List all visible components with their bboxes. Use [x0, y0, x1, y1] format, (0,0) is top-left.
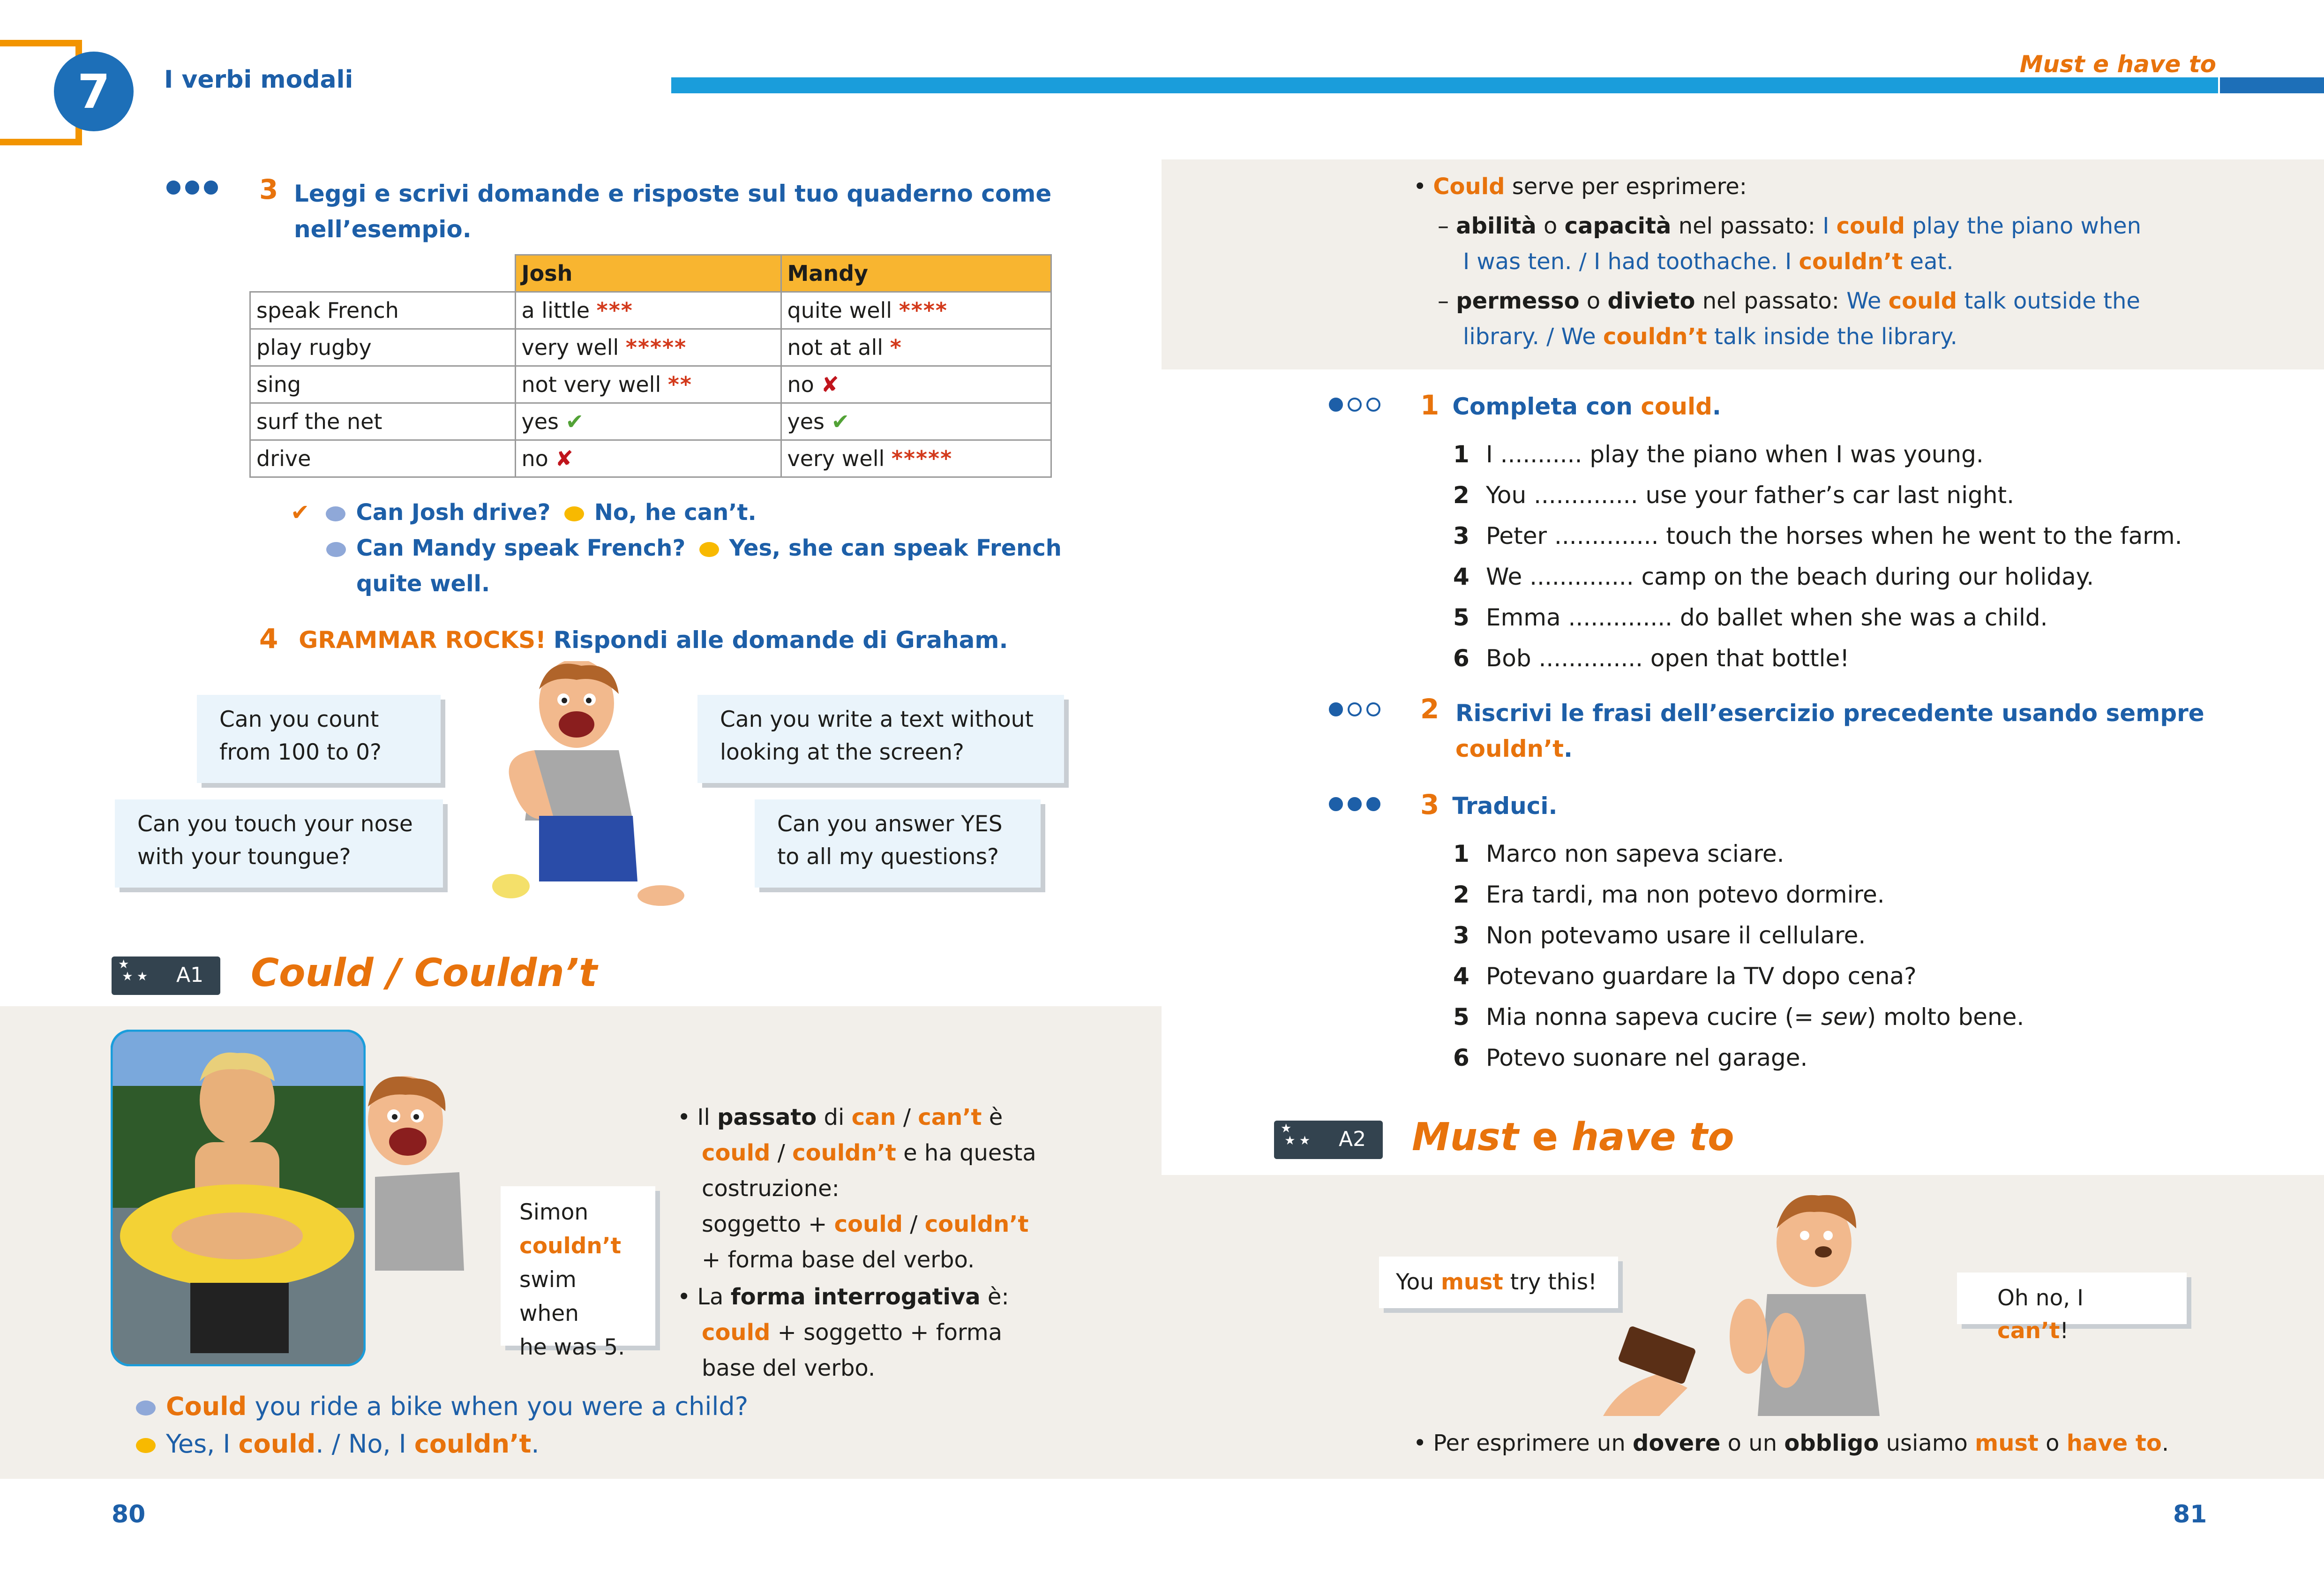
exercise-number: 3	[259, 173, 278, 205]
check-icon: ✔	[291, 499, 310, 526]
running-title: Must e have to	[2019, 51, 2216, 78]
list-item: 4 We .............. camp on the beach during our holiday.	[1453, 563, 2094, 590]
simon-speech-bubble: Simon couldn’t swim when he was 5.	[501, 1186, 655, 1346]
difficulty-dots	[1329, 398, 1380, 412]
level-badge: ★ ★ ★ A1	[112, 956, 220, 995]
exercise-instruction: Leggi e scrivi domande e risposte sul tuo quaderno come nell’esempio.	[294, 180, 1052, 243]
speech-bubble: Can you answer YES to all my questions?	[755, 799, 1041, 888]
grammar-rocks-brand: GRAMMAR ROCKS!	[299, 626, 546, 654]
section-title: Could / Couldn’t	[251, 951, 598, 995]
level-badge: ★ ★ ★ A2	[1274, 1121, 1383, 1159]
col-header-mandy: Mandy	[781, 255, 1051, 292]
list-item: 1 Marco non sapeva sciare.	[1453, 840, 1784, 867]
chapter-title: I verbi modali	[164, 66, 353, 94]
list-item: 6 Bob .............. open that bottle!	[1453, 645, 1850, 672]
list-item: 2 You .............. use your father’s car last night.	[1453, 482, 2015, 509]
speech-bubble-yellow-icon	[699, 542, 719, 557]
table-row: sing not very well ** no ✘	[250, 366, 1051, 403]
speech-bubble: Can you touch your nose with your toungue?	[115, 799, 443, 888]
speech-bubble-blue-icon	[326, 506, 345, 521]
speech-bubble: Can you count from 100 to 0?	[197, 695, 441, 783]
could-uses-text: • Could serve per esprimere: – abilità o capacità nel passato: I could play the piano when I was ten. / I had toothache. I couldn’t eat. – permesso o divieto nel passato: We could talk outside the library. / We couldn’t talk inside the library.	[1413, 173, 2142, 350]
difficulty-dots	[1329, 702, 1380, 716]
table-row: play rugby very well ***** not at all *	[250, 329, 1051, 366]
cross-icon: ✘	[821, 372, 839, 397]
page-number-right: 81	[2173, 1500, 2207, 1529]
section-title: Must e have to	[1412, 1115, 1734, 1160]
speech-bubble-yellow-icon	[136, 1438, 156, 1453]
bullet: •	[677, 1104, 691, 1130]
exercise-3-heading: 3 Traduci.	[1420, 789, 1558, 821]
ability-table	[249, 254, 1052, 478]
table-row: drive no ✘ very well *****	[250, 440, 1051, 477]
example-question: Could you ride a bike when you were a child?	[136, 1392, 748, 1421]
table-row: surf the net yes ✔ yes ✔	[250, 403, 1051, 440]
list-item: 3 Peter .............. touch the horses when he went to the farm.	[1453, 522, 2182, 550]
exercise-number: 2	[1420, 693, 1439, 725]
stars-icon: ★ ★ ★	[1281, 1122, 1311, 1148]
check-icon: ✔	[565, 409, 584, 434]
list-item: 4 Potevano guardare la TV dopo cena?	[1453, 963, 1917, 990]
stars-icon: ★ ★ ★	[118, 957, 148, 984]
difficulty-dots	[1329, 797, 1380, 811]
header-rule-end	[2220, 77, 2324, 93]
example-answer: Yes, I could. / No, I couldn’t.	[136, 1429, 540, 1459]
cross-icon: ✘	[555, 446, 573, 471]
table-row: speak French a little *** quite well ****	[250, 292, 1051, 329]
list-item: 5 Mia nonna sapeva cucire (= sew) molto bene.	[1453, 1003, 2024, 1031]
list-item: 2 Era tardi, ma non potevo dormire.	[1453, 881, 1885, 908]
grammar-rule-1: • Il passato di can / can’t è could / couldn’t e ha questa costruzione: soggetto + could / couldn’t + forma base del verbo.	[677, 1104, 1036, 1273]
speech-bubble-blue-icon	[136, 1401, 156, 1416]
list-item: 6 Potevo suonare nel garage.	[1453, 1044, 1808, 1071]
bullet: •	[677, 1284, 691, 1310]
list-item: 1 I ........... play the piano when I was young.	[1453, 441, 1984, 468]
exercise-instruction: Riscrivi le frasi dell’esercizio precedente usando sempre couldn’t.	[1455, 700, 2204, 762]
exercise-1-heading: 1 Completa con could.	[1420, 389, 1721, 421]
check-icon: ✔	[831, 409, 850, 434]
list-item: 3 Non potevamo usare il cellulare.	[1453, 922, 1866, 949]
col-header-josh: Josh	[515, 255, 781, 292]
speech-bubble-blue-icon	[326, 542, 346, 557]
speech-bubble-yellow-icon	[564, 506, 584, 521]
example-answers: ✔ Can Josh drive? No, he can’t. Can Mandy speak French? Yes, she can speak French quite well.	[291, 499, 1062, 597]
speech-bubble: You must try this!	[1379, 1257, 1618, 1308]
chapter-number: 7	[77, 64, 110, 119]
difficulty-dots	[166, 181, 218, 195]
exercise-4-heading: 4 GRAMMAR ROCKS! Rispondi alle domande di Graham.	[259, 623, 1008, 655]
simon-cartoon-illustration	[347, 1074, 469, 1271]
page-number-left: 80	[112, 1500, 146, 1529]
boy-swim-ring-photo	[111, 1030, 366, 1366]
graham-cartoon-illustration	[483, 661, 698, 914]
must-rule: • Per esprimere un dovere o un obbligo usiamo must o have to.	[1413, 1430, 2169, 1456]
grammar-rule-2: • La forma interrogativa è: could + soggetto + forma base del verbo.	[677, 1284, 1009, 1381]
chapter-number-badge	[54, 52, 134, 131]
list-item: 5 Emma .............. do ballet when she was a child.	[1453, 604, 2048, 631]
header-rule	[671, 77, 2218, 93]
speech-bubble: Oh no, I can’t!	[1957, 1273, 2187, 1324]
boy-refusing-chocolate-illustration	[1603, 1182, 1931, 1416]
speech-bubble: Can you write a text without looking at the screen?	[697, 695, 1064, 783]
